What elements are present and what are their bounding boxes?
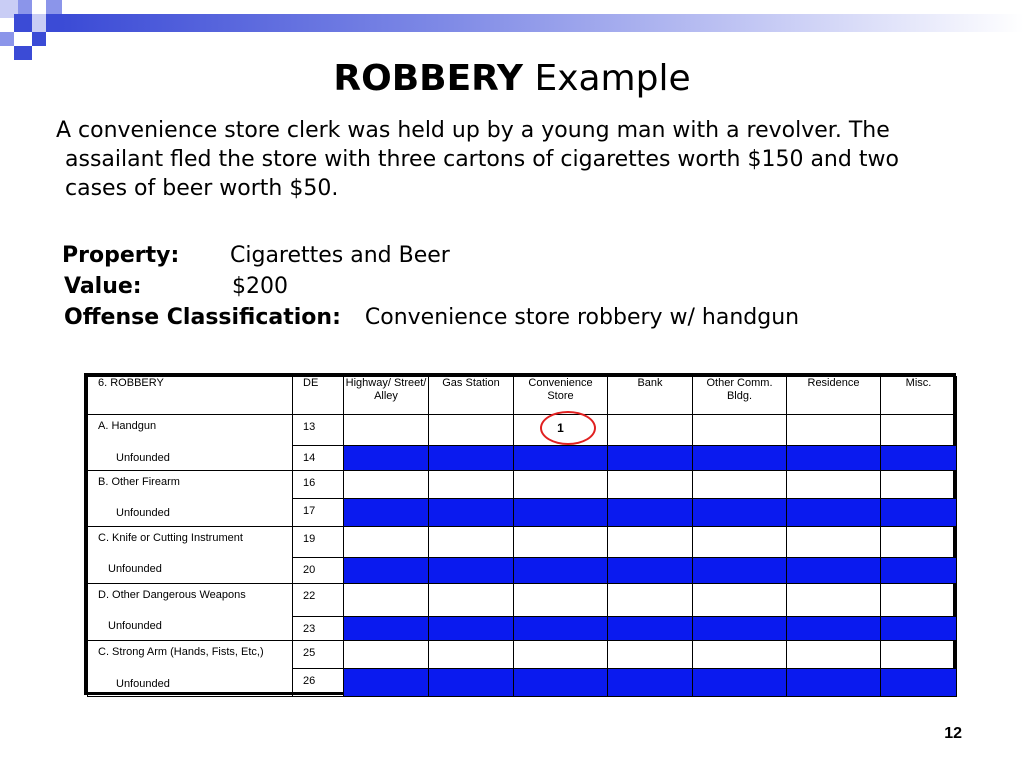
count-cell[interactable] (693, 584, 787, 617)
scenario-description (56, 116, 966, 203)
header-highway: Highway/ Street/ Alley (344, 377, 429, 415)
header-bank: Bank (608, 377, 693, 415)
unfounded-cell (787, 617, 881, 641)
count-cell[interactable] (881, 527, 957, 558)
unfounded-cell (693, 617, 787, 641)
count-cell[interactable] (344, 641, 429, 669)
count-cell[interactable] (514, 527, 608, 558)
count-cell[interactable] (693, 415, 787, 446)
category-label: B. Other Firearm (98, 476, 180, 488)
header-gas-station: Gas Station (429, 377, 514, 415)
unfounded-cell (514, 446, 608, 471)
unfounded-label: Unfounded (116, 678, 170, 690)
title-bold: ROBBERY (333, 58, 523, 99)
de-code: 14 (293, 446, 344, 471)
count-cell[interactable] (429, 641, 514, 669)
title-rest: Example (523, 58, 691, 99)
category-label: C. Knife or Cutting Instrument (98, 532, 243, 544)
de-code: 25 (293, 641, 344, 669)
count-cell[interactable] (429, 584, 514, 617)
property-label: Property: (62, 243, 180, 268)
unfounded-cell (608, 499, 693, 527)
unfounded-label: Unfounded (116, 452, 170, 464)
value-amount: $200 (232, 274, 288, 299)
header-misc: Misc. (881, 377, 957, 415)
unfounded-label: Unfounded (108, 620, 162, 632)
unfounded-cell (429, 446, 514, 471)
unfounded-cell (693, 558, 787, 584)
count-cell[interactable] (608, 527, 693, 558)
header-robbery: 6. ROBBERY (88, 377, 293, 415)
count-cell[interactable] (787, 527, 881, 558)
category-label: A. Handgun (98, 420, 157, 432)
scenario-text: A convenience store clerk was held up by a young man with a revolver. The assailant fled the store with three cartons of cigarettes worth $150 and two cases of beer worth $50. (56, 118, 899, 201)
deco-square (32, 14, 46, 32)
count-cell[interactable] (608, 584, 693, 617)
robbery-table (84, 373, 956, 695)
unfounded-cell (787, 446, 881, 471)
count-cell[interactable] (429, 527, 514, 558)
unfounded-cell (429, 617, 514, 641)
table-row (88, 584, 957, 617)
header-convenience-store: Convenience Store (514, 377, 608, 415)
table-row (88, 471, 957, 499)
unfounded-cell (429, 499, 514, 527)
unfounded-cell (787, 669, 881, 697)
count-cell[interactable] (881, 584, 957, 617)
count-cell[interactable] (787, 471, 881, 499)
count-cell[interactable] (344, 471, 429, 499)
count-cell[interactable] (608, 415, 693, 446)
table-row (88, 527, 957, 558)
robbery-grid (87, 376, 957, 697)
de-code: 13 (293, 415, 344, 446)
category-cell (88, 641, 293, 697)
de-code: 26 (293, 669, 344, 697)
deco-square (0, 32, 14, 46)
unfounded-cell (429, 558, 514, 584)
unfounded-cell (787, 499, 881, 527)
deco-square (14, 14, 32, 32)
count-cell[interactable] (344, 584, 429, 617)
unfounded-cell (344, 499, 429, 527)
unfounded-cell (514, 617, 608, 641)
count-value: 1 (557, 421, 564, 435)
category-label: C. Strong Arm (Hands, Fists, Etc,) (98, 646, 264, 658)
count-cell[interactable] (344, 527, 429, 558)
table-row (88, 415, 957, 446)
count-cell[interactable] (787, 415, 881, 446)
unfounded-cell (344, 446, 429, 471)
unfounded-cell (344, 669, 429, 697)
header-de: DE (293, 377, 344, 415)
count-cell[interactable] (608, 471, 693, 499)
unfounded-cell (693, 446, 787, 471)
unfounded-cell (693, 499, 787, 527)
count-cell-convenience-store[interactable] (514, 415, 608, 446)
unfounded-cell (881, 669, 957, 697)
count-cell[interactable] (344, 415, 429, 446)
unfounded-cell (344, 558, 429, 584)
unfounded-cell (693, 669, 787, 697)
count-cell[interactable] (608, 641, 693, 669)
offense-value: Convenience store robbery w/ handgun (364, 305, 800, 330)
count-cell[interactable] (881, 641, 957, 669)
table-header-row (88, 377, 957, 415)
unfounded-cell (608, 446, 693, 471)
unfounded-cell (787, 558, 881, 584)
unfounded-label: Unfounded (116, 507, 170, 519)
de-code: 19 (293, 527, 344, 558)
unfounded-cell (514, 669, 608, 697)
category-cell (88, 527, 293, 584)
deco-square (46, 0, 62, 14)
unfounded-cell (881, 558, 957, 584)
count-cell[interactable] (429, 471, 514, 499)
count-cell[interactable] (514, 584, 608, 617)
slide-title (0, 58, 1024, 99)
unfounded-cell (344, 617, 429, 641)
unfounded-cell (881, 499, 957, 527)
unfounded-cell (881, 617, 957, 641)
count-cell[interactable] (881, 415, 957, 446)
unfounded-cell (608, 558, 693, 584)
offense-label: Offense Classification: (64, 305, 341, 330)
de-code: 20 (293, 558, 344, 584)
count-cell[interactable] (429, 415, 514, 446)
property-row (62, 240, 799, 271)
count-cell[interactable] (787, 584, 881, 617)
unfounded-cell (881, 446, 957, 471)
header-residence: Residence (787, 377, 881, 415)
deco-square (18, 0, 32, 14)
property-value: Cigarettes and Beer (230, 243, 450, 268)
de-code: 16 (293, 471, 344, 499)
value-label: Value: (64, 274, 142, 299)
value-row (62, 271, 799, 302)
unfounded-cell (608, 669, 693, 697)
unfounded-cell (608, 617, 693, 641)
count-cell[interactable] (693, 527, 787, 558)
deco-square (32, 32, 46, 46)
category-cell (88, 415, 293, 471)
de-code: 23 (293, 617, 344, 641)
de-code: 17 (293, 499, 344, 527)
unfounded-cell (514, 499, 608, 527)
de-code: 22 (293, 584, 344, 617)
count-cell[interactable] (881, 471, 957, 499)
deco-square (46, 14, 62, 32)
count-cell[interactable] (693, 641, 787, 669)
unfounded-cell (429, 669, 514, 697)
offense-row (62, 302, 799, 333)
page-number: 12 (944, 725, 962, 742)
category-label: D. Other Dangerous Weapons (98, 589, 246, 601)
header-other-comm: Other Comm. Bldg. (693, 377, 787, 415)
category-cell (88, 584, 293, 641)
unfounded-cell (514, 558, 608, 584)
table-row (88, 641, 957, 669)
count-cell[interactable] (693, 471, 787, 499)
count-cell[interactable] (787, 641, 881, 669)
count-cell[interactable] (514, 471, 608, 499)
count-cell[interactable] (514, 641, 608, 669)
category-cell (88, 471, 293, 527)
header-gradient-bar (62, 14, 1024, 32)
case-facts (62, 240, 799, 333)
highlight-circle (540, 411, 596, 445)
unfounded-label: Unfounded (108, 563, 162, 575)
